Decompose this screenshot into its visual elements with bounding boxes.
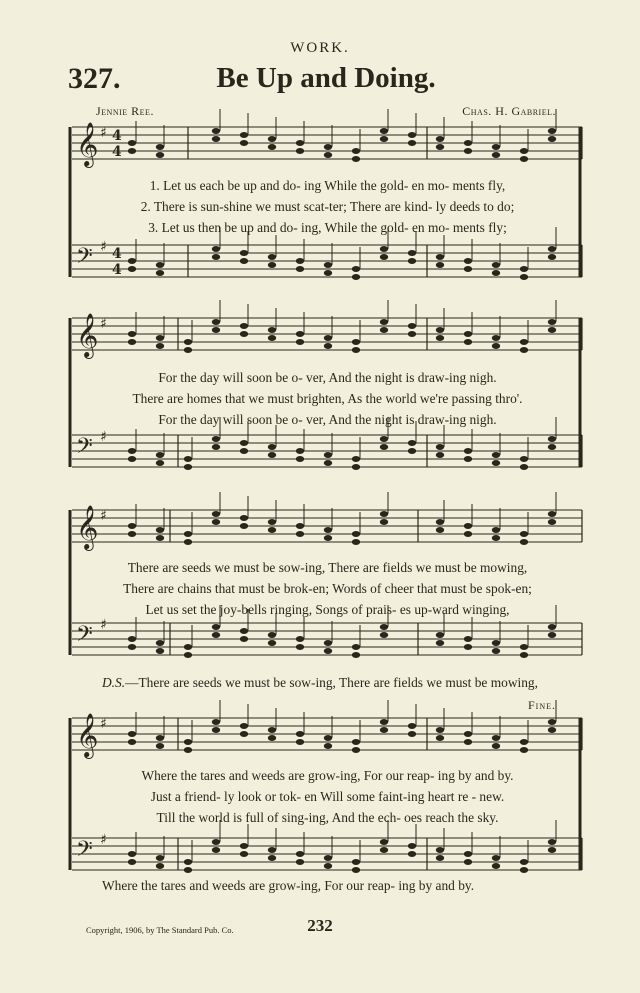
note-head (128, 859, 136, 865)
note-head (156, 855, 164, 861)
note-head (352, 266, 360, 272)
note-head (520, 739, 528, 745)
note-head (212, 246, 220, 252)
note-head (548, 847, 556, 853)
note-head (268, 335, 276, 341)
note-head (128, 523, 136, 529)
note-head (548, 839, 556, 845)
note-head (212, 847, 220, 853)
note-head (212, 727, 220, 733)
fine-marking: Fine. (527, 698, 556, 712)
note-head (240, 723, 248, 729)
time-signature: 4 (112, 262, 122, 278)
note-head (380, 519, 388, 525)
note-head (324, 452, 332, 458)
lyrics-system-1 (70, 175, 585, 238)
note-head (296, 448, 304, 454)
time-signature: 4 (112, 128, 122, 144)
key-signature-sharp: ♯ (100, 716, 107, 732)
bass-lyric-line: Where the tares and weeds are grow-ing, For our reap- ing by and by. (102, 878, 475, 893)
note-head (324, 460, 332, 466)
note-head (184, 652, 192, 658)
note-head (492, 270, 500, 276)
note-head (352, 644, 360, 650)
note-head (464, 644, 472, 650)
note-head (436, 254, 444, 260)
note-head (240, 258, 248, 264)
note-head (352, 464, 360, 470)
lyric-line: Let us set the joy-bells ringing, Songs of prais- es up-ward winging, (145, 602, 510, 617)
note-head (436, 452, 444, 458)
note-head (548, 136, 556, 142)
note-head (380, 444, 388, 450)
copyright-notice: Copyright, 1906, by The Standard Pub. Co. (86, 925, 234, 935)
note-head (156, 527, 164, 533)
lyric-line: There are homes that we must brighten, As the world we're passing thro'. (132, 391, 523, 406)
note-head (464, 859, 472, 865)
note-head (268, 262, 276, 268)
note-head (240, 851, 248, 857)
note-head (324, 343, 332, 349)
note-head (464, 531, 472, 537)
lyric-line: Till the world is full of sing-ing, And the ech- oes reach the sky. (156, 810, 499, 825)
note-head (520, 266, 528, 272)
note-head (268, 254, 276, 260)
note-head (464, 448, 472, 454)
note-head (492, 863, 500, 869)
note-head (548, 519, 556, 525)
lyric-line: 3. Let us then be up and do- ing, While the gold- en mo- ments fly; (148, 220, 507, 235)
note-head (408, 731, 416, 737)
note-head (436, 136, 444, 142)
note-head (408, 323, 416, 329)
note-head (296, 339, 304, 345)
note-head (352, 747, 360, 753)
note-head (296, 731, 304, 737)
note-head (492, 152, 500, 158)
note-head (324, 648, 332, 654)
note-head (156, 144, 164, 150)
note-head (324, 527, 332, 533)
note-head (268, 632, 276, 638)
note-head (408, 851, 416, 857)
note-head (548, 511, 556, 517)
note-head (296, 859, 304, 865)
note-head (156, 648, 164, 654)
note-head (408, 132, 416, 138)
note-head (268, 735, 276, 741)
note-head (128, 266, 136, 272)
note-head (436, 640, 444, 646)
note-head (184, 867, 192, 873)
note-head (520, 274, 528, 280)
lyric-line: For the day will soon be o- ver, And the night is draw-ing nigh. (158, 370, 497, 385)
note-head (492, 535, 500, 541)
note-head (212, 136, 220, 142)
note-head (520, 644, 528, 650)
note-head (184, 531, 192, 537)
note-head (240, 132, 248, 138)
note-head (296, 331, 304, 337)
note-head (240, 448, 248, 454)
note-head (296, 523, 304, 529)
note-head (380, 436, 388, 442)
note-head (352, 274, 360, 280)
note-head (408, 843, 416, 849)
note-head (240, 843, 248, 849)
ds-label: D.S. (102, 675, 126, 690)
note-head (548, 327, 556, 333)
note-head (240, 636, 248, 642)
key-signature-sharp: ♯ (100, 429, 107, 445)
note-head (240, 140, 248, 146)
note-head (268, 727, 276, 733)
note-head (156, 262, 164, 268)
note-head (548, 128, 556, 134)
note-head (492, 343, 500, 349)
note-head (184, 747, 192, 753)
note-head (380, 136, 388, 142)
note-head (128, 331, 136, 337)
note-head (436, 444, 444, 450)
bass-clef: 𝄢 (76, 244, 93, 274)
note-head (296, 148, 304, 154)
lyric-line: There are chains that must be brok-en; Words of cheer that must be spok-en; (123, 581, 532, 596)
note-head (548, 444, 556, 450)
note-head (156, 343, 164, 349)
note-head (212, 128, 220, 134)
note-head (492, 743, 500, 749)
note-head (464, 851, 472, 857)
note-head (520, 867, 528, 873)
note-head (380, 511, 388, 517)
hymn-title: Be Up and Doing. (216, 62, 436, 94)
note-head (436, 327, 444, 333)
treble-clef: 𝄞 (76, 122, 99, 166)
time-signature: 4 (112, 144, 122, 160)
note-head (408, 258, 416, 264)
note-head (464, 258, 472, 264)
note-head (352, 347, 360, 353)
key-signature-sharp: ♯ (100, 239, 107, 255)
note-head (156, 735, 164, 741)
note-head (548, 624, 556, 630)
note-head (268, 519, 276, 525)
key-signature-sharp: ♯ (100, 508, 107, 524)
note-head (156, 335, 164, 341)
note-head (184, 739, 192, 745)
note-head (520, 339, 528, 345)
note-head (212, 719, 220, 725)
note-head (492, 452, 500, 458)
note-head (464, 266, 472, 272)
note-head (492, 640, 500, 646)
note-head (128, 731, 136, 737)
note-head (436, 144, 444, 150)
note-head (240, 323, 248, 329)
note-head (268, 144, 276, 150)
bass-clef: 𝄢 (76, 622, 93, 652)
note-head (128, 339, 136, 345)
note-head (352, 456, 360, 462)
note-head (464, 339, 472, 345)
note-head (492, 144, 500, 150)
note-head (408, 448, 416, 454)
note-head (184, 347, 192, 353)
lyric-line: 2. There is sun-shine we must scat-ter; There are kind- ly deeds to do; (140, 199, 515, 214)
page-number: 232 (307, 916, 333, 935)
note-head (380, 839, 388, 845)
note-head (184, 464, 192, 470)
note-head (128, 448, 136, 454)
lyric-line: Just a friend- ly look or tok- en Will some faint-ing heart re - new. (150, 789, 505, 804)
note-head (464, 148, 472, 154)
note-head (184, 456, 192, 462)
note-head (380, 327, 388, 333)
note-head (212, 436, 220, 442)
note-head (464, 739, 472, 745)
bass-clef: 𝄢 (76, 434, 93, 464)
note-head (296, 739, 304, 745)
note-head (268, 444, 276, 450)
note-head (212, 632, 220, 638)
note-head (240, 250, 248, 256)
note-head (240, 440, 248, 446)
note-head (156, 863, 164, 869)
note-head (212, 319, 220, 325)
note-head (548, 254, 556, 260)
note-head (156, 535, 164, 541)
note-head (212, 327, 220, 333)
note-head (548, 246, 556, 252)
note-head (408, 331, 416, 337)
note-head (324, 152, 332, 158)
note-head (212, 511, 220, 517)
note-head (436, 262, 444, 268)
note-head (520, 148, 528, 154)
note-head (296, 258, 304, 264)
note-head (184, 859, 192, 865)
treble-clef: 𝄞 (76, 505, 99, 549)
note-head (128, 140, 136, 146)
note-head (380, 624, 388, 630)
note-head (380, 847, 388, 853)
note-head (436, 632, 444, 638)
note-head (352, 148, 360, 154)
time-signature: 4 (112, 246, 122, 262)
note-head (436, 727, 444, 733)
note-head (324, 335, 332, 341)
note-head (520, 531, 528, 537)
note-head (268, 527, 276, 533)
note-head (324, 535, 332, 541)
treble-clef: 𝄞 (76, 713, 99, 757)
lyrics-system-3 (70, 557, 585, 620)
note-head (408, 140, 416, 146)
key-signature-sharp: ♯ (100, 316, 107, 332)
note-head (296, 266, 304, 272)
note-head (352, 539, 360, 545)
note-head (324, 855, 332, 861)
lyrics-system-2 (70, 367, 585, 430)
note-head (380, 632, 388, 638)
note-head (352, 859, 360, 865)
note-head (408, 723, 416, 729)
note-head (128, 851, 136, 857)
note-head (492, 460, 500, 466)
note-head (352, 339, 360, 345)
note-head (296, 644, 304, 650)
note-head (464, 331, 472, 337)
note-head (212, 444, 220, 450)
note-head (324, 640, 332, 646)
note-head (212, 624, 220, 630)
author-credit: Jennie Ree. (96, 104, 154, 118)
note-head (296, 456, 304, 462)
note-head (128, 644, 136, 650)
note-head (492, 735, 500, 741)
note-head (492, 262, 500, 268)
note-head (520, 652, 528, 658)
lyric-line: For the day will soon be o- ver, And the night is draw-ing nigh. (158, 412, 497, 427)
note-head (436, 519, 444, 525)
note-head (240, 731, 248, 737)
note-head (184, 644, 192, 650)
note-head (464, 523, 472, 529)
note-head (492, 335, 500, 341)
note-head (380, 719, 388, 725)
note-head (520, 456, 528, 462)
note-head (520, 464, 528, 470)
note-head (436, 527, 444, 533)
note-head (324, 863, 332, 869)
note-head (128, 531, 136, 537)
hymn-number: 327. (68, 62, 121, 95)
note-head (464, 140, 472, 146)
note-head (408, 440, 416, 446)
note-head (128, 636, 136, 642)
note-head (352, 867, 360, 873)
note-head (520, 747, 528, 753)
note-head (520, 539, 528, 545)
note-head (352, 739, 360, 745)
note-head (548, 632, 556, 638)
lyric-line: There are seeds we must be sow-ing, There are fields we must be mowing, (127, 560, 528, 575)
note-head (128, 148, 136, 154)
note-head (296, 531, 304, 537)
bass-clef: 𝄢 (76, 837, 93, 867)
note-head (436, 855, 444, 861)
note-head (128, 456, 136, 462)
section-heading: WORK. (290, 40, 350, 56)
note-head (296, 140, 304, 146)
dal-segno-line (102, 675, 538, 691)
note-head (296, 851, 304, 857)
key-signature-sharp: ♯ (100, 617, 107, 633)
note-head (352, 156, 360, 162)
note-head (380, 128, 388, 134)
lyrics-system-4 (70, 765, 585, 828)
note-head (268, 452, 276, 458)
note-head (548, 436, 556, 442)
key-signature-sharp: ♯ (100, 832, 107, 848)
note-head (520, 859, 528, 865)
note-head (492, 855, 500, 861)
note-head (156, 460, 164, 466)
note-head (128, 258, 136, 264)
note-head (520, 156, 528, 162)
note-head (184, 539, 192, 545)
note-head (156, 270, 164, 276)
note-head (156, 452, 164, 458)
note-head (212, 254, 220, 260)
key-signature-sharp: ♯ (100, 125, 107, 141)
note-head (184, 339, 192, 345)
note-head (240, 628, 248, 634)
note-head (380, 246, 388, 252)
note-head (296, 636, 304, 642)
treble-clef: 𝄞 (76, 313, 99, 357)
note-head (268, 136, 276, 142)
note-head (436, 847, 444, 853)
lyric-line: 1. Let us each be up and do- ing While the gold- en mo- ments fly, (149, 178, 506, 193)
note-head (520, 347, 528, 353)
note-head (268, 327, 276, 333)
note-head (128, 739, 136, 745)
note-head (352, 531, 360, 537)
note-head (324, 743, 332, 749)
ds-text: —There are seeds we must be sow-ing, There are fields we must be mowing, (125, 675, 538, 690)
note-head (548, 727, 556, 733)
note-head (436, 335, 444, 341)
note-head (156, 743, 164, 749)
note-head (324, 735, 332, 741)
composer-credit: Chas. H. Gabriel. (462, 104, 556, 118)
note-head (548, 319, 556, 325)
note-head (240, 515, 248, 521)
note-head (380, 319, 388, 325)
note-head (324, 144, 332, 150)
note-head (380, 727, 388, 733)
note-head (324, 262, 332, 268)
note-head (352, 652, 360, 658)
lyric-line: Where the tares and weeds are grow-ing, For our reap- ing by and by. (141, 768, 514, 783)
note-head (240, 523, 248, 529)
note-head (324, 270, 332, 276)
note-head (268, 855, 276, 861)
note-head (492, 527, 500, 533)
note-head (156, 640, 164, 646)
note-head (212, 839, 220, 845)
note-head (548, 719, 556, 725)
note-head (268, 640, 276, 646)
note-head (408, 250, 416, 256)
note-head (380, 254, 388, 260)
note-head (212, 519, 220, 525)
note-head (268, 847, 276, 853)
note-head (240, 331, 248, 337)
note-head (492, 648, 500, 654)
note-head (156, 152, 164, 158)
note-head (436, 735, 444, 741)
note-head (464, 456, 472, 462)
note-head (464, 636, 472, 642)
note-head (464, 731, 472, 737)
